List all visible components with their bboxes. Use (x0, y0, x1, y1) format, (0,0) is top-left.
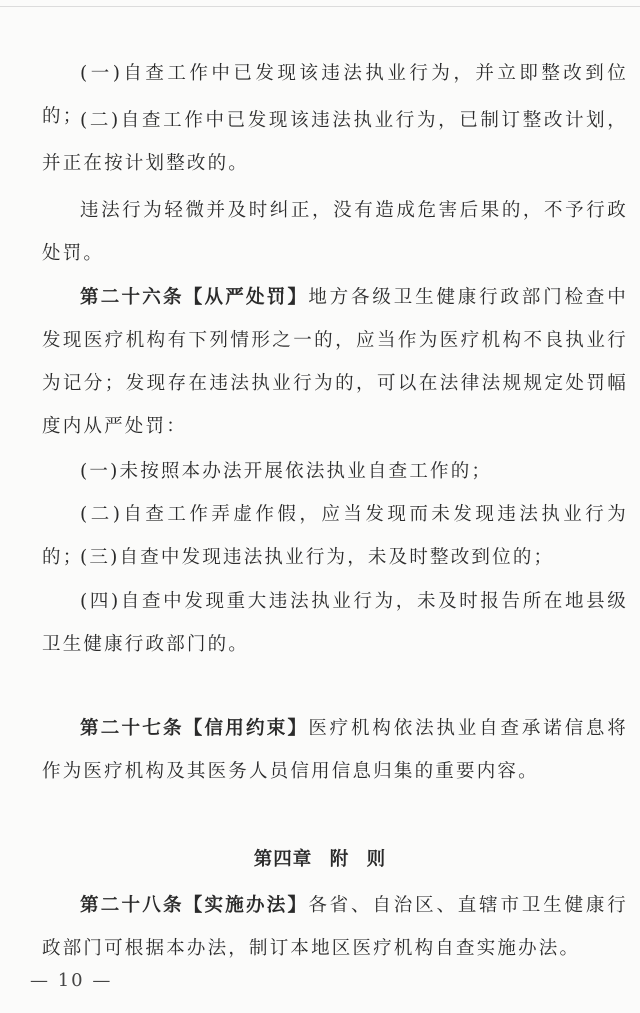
article-27-title: 第二十七条【信用约束】 (80, 718, 309, 739)
article-26 (42, 276, 628, 448)
article-28-title: 第二十八条【实施办法】 (80, 895, 309, 916)
article-27-body: 医疗机构依法执业自查承诺信息将作为医疗机构及其医务人员信用信息归集的重要内容。 (42, 718, 628, 782)
article-26-item-4: (四)自查中发现重大违法执业行为，未及时报告所在地县级卫生健康行政部门的。 (42, 591, 628, 655)
article-26-body: 地方各级卫生健康行政部门检查中发现医疗机构有下列情形之一的，应当作为医疗机构不良执业行为记分；发现存在违法执业行为的，可以在法律法规规定处罚幅度内从严处罚： (42, 287, 628, 437)
page-number: — 10 — (30, 970, 113, 991)
paragraph-item-2: (二)自查工作中已发现该违法执业行为，已制订整改计划，并正在按计划整改的。 (42, 110, 628, 174)
article-26-item-1: (一)未按照本办法开展依法执业自查工作的； (80, 461, 493, 482)
paragraph-item-1: (一)自查工作中已发现该违法执业行为，并立即整改到位的； (42, 63, 628, 127)
article-26-item-2: (二)自查工作弄虚作假，应当发现而未发现违法执业行为的； (42, 504, 628, 568)
article-27 (42, 707, 628, 793)
article-28-body: 各省、自治区、直辖市卫生健康行政部门可根据本办法，制订本地区医疗机构自查实施办法。 (42, 895, 628, 959)
article-28 (42, 884, 628, 970)
article-26-item-3: (三)自查中发现违法执业行为，未及时整改到位的； (80, 547, 555, 568)
chapter-heading: 第四章 附 则 (253, 849, 387, 870)
top-divider (0, 6, 640, 7)
article-26-title: 第二十六条【从严处罚】 (80, 287, 309, 308)
paragraph-minor-violation: 违法行为轻微并及时纠正，没有造成危害后果的，不予行政处罚。 (42, 200, 628, 264)
